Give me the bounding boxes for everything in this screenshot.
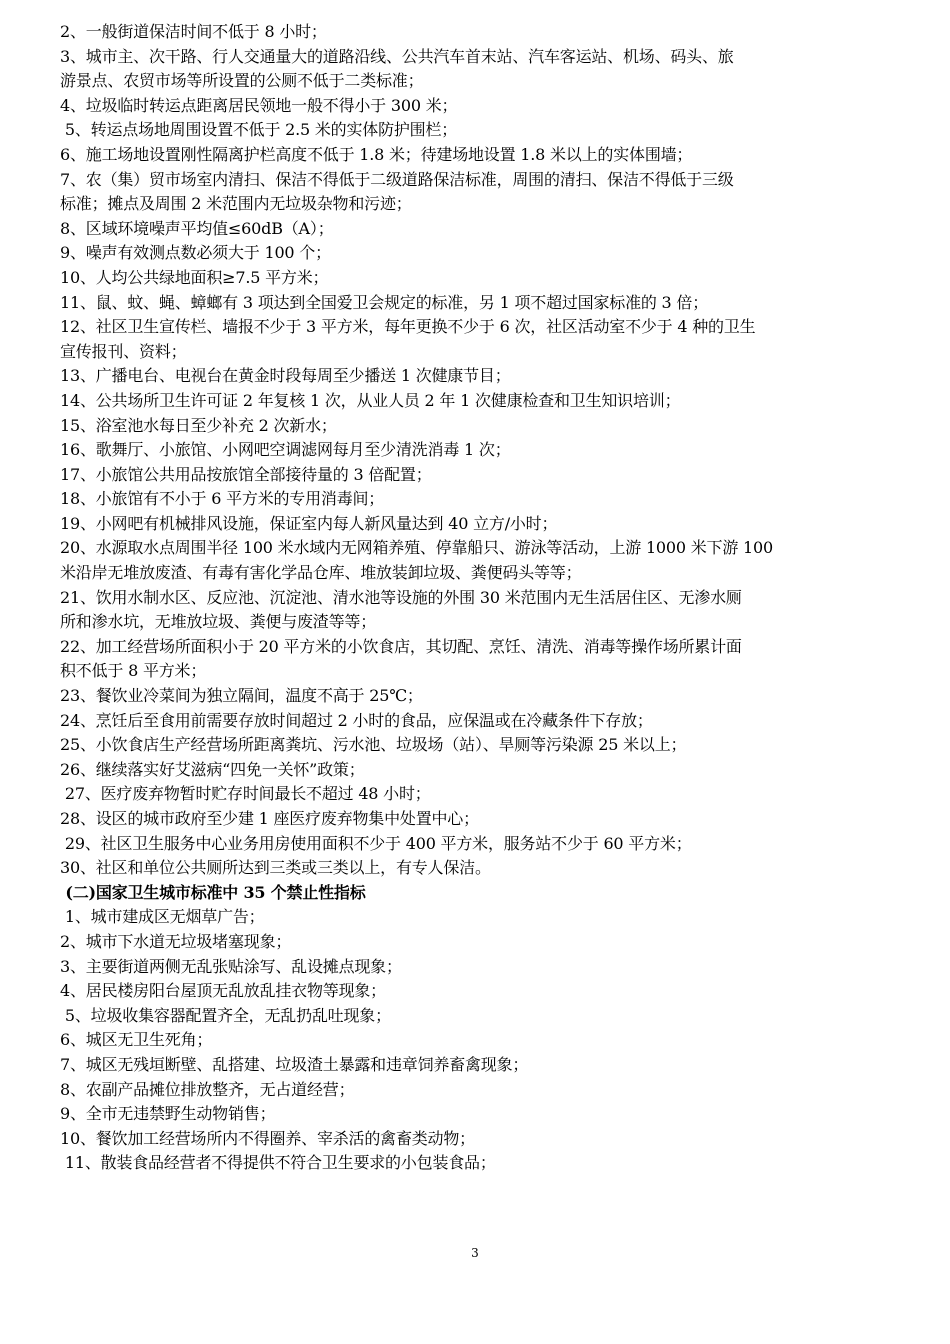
text-line: 6、城区无卫生死角；: [60, 1030, 213, 1050]
text-line: 10、餐饮加工经营场所内不得圈养、宰杀活的禽畜类动物；: [60, 1128, 475, 1148]
text-line: 22、加工经营场所面积小于 20 平方米的小饮食店，其切配、烹饪、清洗、消毒等操作场所累计面: [60, 636, 742, 656]
text-line: 标准；摊点及周围 2 米范围内无垃圾杂物和污迹；: [60, 194, 412, 214]
text-line: 米沿岸无堆放废渣、有毒有害化学品仓库、堆放装卸垃圾、粪便码头等等；: [60, 563, 582, 583]
text-line: 24、烹饪后至食用前需要存放时间超过 2 小时的食品，应保温或在冷藏条件下存放；: [60, 710, 653, 730]
text-line: 7、农（集）贸市场室内清扫、保洁不得低于二级道路保洁标准，周围的清扫、保洁不得低于三级: [60, 169, 734, 189]
section-heading: (二)国家卫生城市标准中 35 个禁止性指标: [60, 882, 366, 902]
text-line: 11、鼠、蚊、蝇、蟑螂有 3 项达到全国爱卫会规定的标准，另 1 项不超过国家标准的 3 倍；: [60, 292, 709, 312]
text-line: 18、小旅馆有不小于 6 平方米的专用消毒间；: [60, 489, 385, 509]
text-line: 25、小饮食店生产经营场所距离粪坑、污水池、垃圾场（站）、旱厕等污染源 25 米以上；: [60, 735, 687, 755]
text-line: 宣传报刊、资料；: [60, 341, 187, 361]
text-line: 5、转运点场地周围设置不低于 2.5 米的实体防护围栏；: [60, 120, 458, 140]
text-line: 20、水源取水点周围半径 100 米水域内无网箱养殖、停靠船只、游泳等活动，上游 1000 米下游 100: [60, 538, 773, 558]
text-line: 1、城市建成区无烟草广告；: [60, 907, 265, 927]
text-line: 30、社区和单位公共厕所达到三类或三类以上，有专人保洁。: [60, 858, 491, 878]
text-line: 26、继续落实好艾滋病“四免一关怀”政策；: [60, 759, 365, 779]
text-line: 13、广播电台、电视台在黄金时段每周至少播送 1 次健康节目；: [60, 366, 511, 386]
text-line: 游景点、农贸市场等所设置的公厕不低于二类标准；: [60, 71, 424, 91]
text-line: 14、公共场所卫生许可证 2 年复核 1 次，从业人员 2 年 1 次健康检查和卫生知识培训；: [60, 390, 681, 410]
text-line: 19、小网吧有机械排风设施，保证室内每人新风量达到 40 立方/小时；: [60, 513, 558, 533]
text-line: 6、施工场地设置刚性隔离护栏高度不低于 1.8 米；待建场地设置 1.8 米以上的实体围墙；: [60, 144, 693, 164]
text-line: 3、主要街道两侧无乱张贴涂写、乱设摊点现象；: [60, 956, 402, 976]
text-line: 9、噪声有效测点数必须大于 100 个；: [60, 243, 331, 263]
document-body: [60, 20, 890, 1176]
text-line: 23、餐饮业冷菜间为独立隔间，温度不高于 25℃；: [60, 686, 423, 706]
page-number: 3: [471, 1246, 479, 1260]
text-line: 15、浴室池水每日至少补充 2 次新水；: [60, 415, 337, 435]
text-line: 16、歌舞厅、小旅馆、小网吧空调滤网每月至少清洗消毒 1 次；: [60, 440, 511, 460]
text-line: 12、社区卫生宣传栏、墙报不少于 3 平方米，每年更换不少于 6 次，社区活动室不少于 4 种的卫生: [60, 317, 756, 337]
text-line: 4、居民楼房阳台屋顶无乱放乱挂衣物等现象；: [60, 981, 386, 1001]
text-line: 9、全市无违禁野生动物销售；: [60, 1104, 276, 1124]
text-line: 27、医疗废弃物暂时贮存时间最长不超过 48 小时；: [60, 784, 431, 804]
text-line: 29、社区卫生服务中心业务用房使用面积不少于 400 平方米，服务站不少于 60 平方米；: [60, 833, 692, 853]
text-line: 10、人均公共绿地面积≥7.5 平方米；: [60, 267, 329, 287]
text-line: 3、城市主、次干路、行人交通量大的道路沿线、公共汽车首末站、汽车客运站、机场、码头、旅: [60, 46, 734, 66]
text-line: 11、散装食品经营者不得提供不符合卫生要求的小包装食品；: [60, 1153, 496, 1173]
text-line: 积不低于 8 平方米；: [60, 661, 207, 681]
text-line: 所和渗水坑，无堆放垃圾、粪便与废渣等等；: [60, 612, 377, 632]
text-line: 2、一般街道保洁时间不低于 8 小时；: [60, 22, 327, 41]
text-line: 7、城区无残垣断壁、乱搭建、垃圾渣土暴露和违章饲养畜禽现象；: [60, 1054, 529, 1074]
text-line: 2、城市下水道无垃圾堵塞现象；: [60, 931, 292, 951]
text-line: 8、农副产品摊位排放整齐，无占道经营；: [60, 1079, 355, 1099]
text-line: 17、小旅馆公共用品按旅馆全部接待量的 3 倍配置；: [60, 464, 432, 484]
text-line: 8、区域环境噪声平均值≤60dB（A）；: [60, 218, 334, 238]
text-line: 21、饮用水制水区、反应池、沉淀池、清水池等设施的外围 30 米范围内无生活居住区、无渗水厕: [60, 587, 742, 607]
text-line: 28、设区的城市政府至少建 1 座医疗废弃物集中处置中心；: [60, 809, 479, 828]
text-line: 5、垃圾收集容器配置齐全，无乱扔乱吐现象；: [60, 1005, 391, 1025]
text-line: 4、垃圾临时转运点距离居民领地一般不得小于 300 米；: [60, 95, 458, 115]
